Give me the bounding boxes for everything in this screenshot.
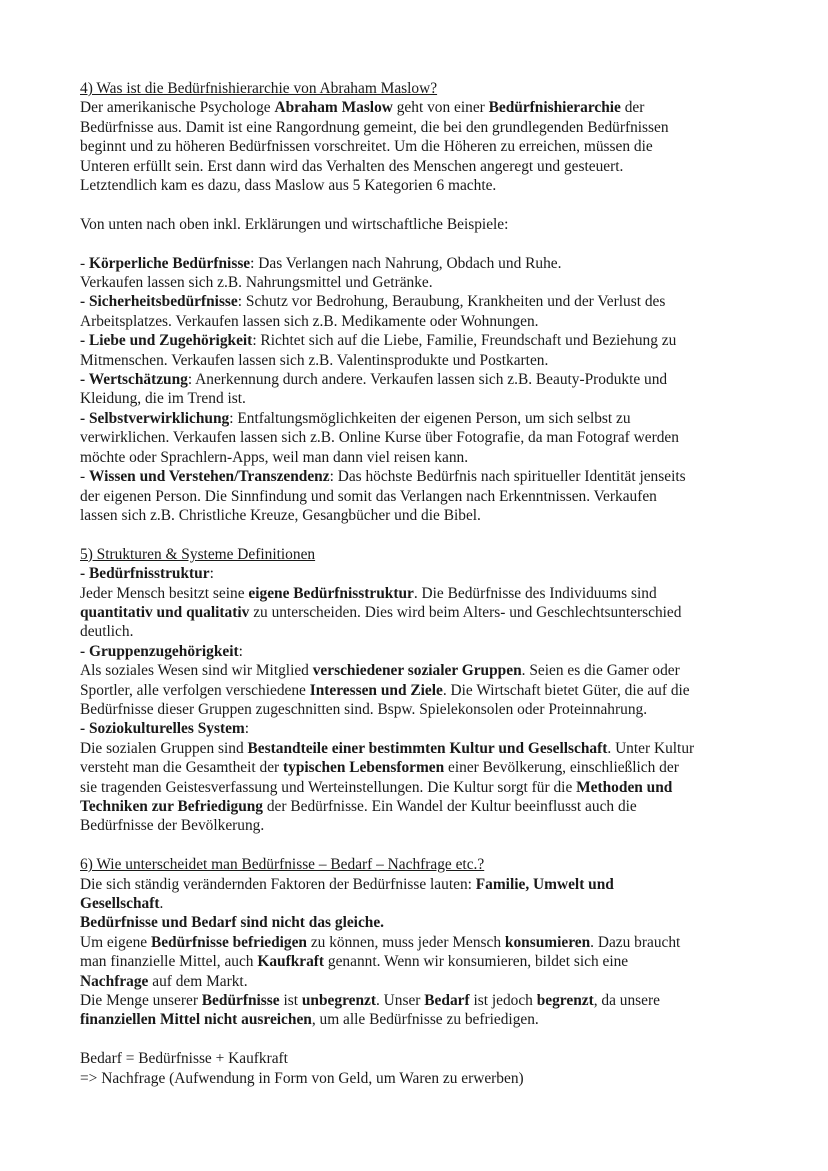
- text-run: Verkaufen lassen sich z.B. Nahrungsmittel und Getränke.: [80, 274, 433, 292]
- text-run: . Dazu braucht: [590, 933, 681, 951]
- text-run: :: [209, 565, 214, 583]
- text-line: [80, 1049, 768, 1068]
- text-run: . Die Wirtschaft bietet Güter, die auf die: [442, 681, 690, 699]
- section-heading: 4) Was ist die Bedürfnishierarchie von Abraham Maslow?: [80, 80, 438, 97]
- text-run: :: [238, 642, 243, 660]
- text-run: Jeder Mensch besitzt seine: [80, 584, 249, 602]
- text-line: [80, 913, 768, 932]
- text-run: Um eigene: [80, 933, 151, 951]
- text-run: : Anerkennung durch andere. Verkaufen lassen sich z.B. Beauty-Produkte und: [187, 371, 668, 389]
- bold-term: Abraham Maslow: [274, 99, 393, 117]
- text-line: [80, 448, 768, 467]
- bold-term: quantitativ und qualitativ: [80, 603, 250, 621]
- text-line: [80, 622, 768, 641]
- text-run: : Entfaltungsmöglichkeiten der eigenen Person, um sich selbst zu: [229, 409, 631, 427]
- text-run: :: [244, 720, 250, 738]
- text-run: zu unterscheiden. Dies wird beim Alters- und Geschlechtsunterschied: [249, 603, 682, 621]
- text-line: [80, 254, 768, 273]
- text-line: [80, 991, 768, 1010]
- text-line: [80, 972, 768, 991]
- bold-term: verschiedener sozialer Gruppen: [312, 662, 522, 680]
- text-run: ist jedoch: [469, 992, 537, 1010]
- text-run: .: [159, 895, 164, 912]
- text-line: [80, 273, 768, 292]
- text-run: auf dem Markt.: [148, 972, 248, 990]
- bold-term: konsumieren: [504, 933, 591, 951]
- text-line: [80, 487, 768, 506]
- text-run: Unteren erfüllt sein. Erst dann wird das Verhalten des Menschen angeregt und gesteuert.: [80, 157, 624, 175]
- bold-term: Bestandteile einer bestimmten Kultur und Gesellschaft: [247, 739, 608, 757]
- text-line: [80, 758, 768, 777]
- text-run: der: [620, 99, 645, 117]
- text-run: deutlich.: [80, 623, 134, 641]
- text-run: der Bedürfnisse. Ein Wandel der Kultur beeinflusst auch die: [263, 797, 637, 815]
- bold-term: Kaufkraft: [257, 953, 325, 971]
- text-line: [80, 409, 768, 428]
- blank-line: [80, 234, 768, 253]
- bold-term: finanziellen Mittel nicht ausreichen: [80, 1011, 312, 1029]
- bold-term: Gesellschaft: [80, 895, 160, 912]
- text-run: : Das höchste Bedürfnis nach spiritueller Identität jenseits: [329, 468, 686, 486]
- blank-line: [80, 1030, 768, 1049]
- text-run: Die Menge unserer: [80, 992, 202, 1010]
- bold-term: Bedarf: [424, 992, 470, 1010]
- text-line: [80, 331, 768, 350]
- text-line: [80, 506, 768, 525]
- text-run: . Unter Kultur: [607, 739, 695, 757]
- text-line: [80, 700, 768, 719]
- text-line: [80, 1069, 768, 1088]
- text-run: Bedürfnisse dieser Gruppen zugeschnitten sind. Bspw. Spielekonsolen oder Proteinnahrung.: [80, 700, 648, 718]
- text-run: Mitmenschen. Verkaufen lassen sich z.B. Valentinsprodukte und Postkarten.: [80, 351, 549, 369]
- text-run: Arbeitsplatzes. Verkaufen lassen sich z.B. Medikamente oder Wohnungen.: [80, 312, 539, 330]
- text-run: Der amerikanische Psychologe: [80, 99, 275, 117]
- text-run: verwirklichen. Verkaufen lassen sich z.B. Online Kurse über Fotografie, da man Fotograf werden: [80, 429, 679, 447]
- text-line: [80, 292, 768, 311]
- text-run: : Schutz vor Bedrohung, Beraubung, Krankheiten und der Verlust des: [237, 293, 666, 311]
- text-line: [80, 98, 768, 117]
- text-run: . Die Bedürfnisse des Individuums sind: [413, 584, 657, 602]
- text-run: : Das Verlangen nach Nahrung, Obdach und Ruhe.: [250, 254, 562, 272]
- text-run: zu können, muss jeder Mensch: [307, 933, 505, 951]
- bold-term: Bedürfnisse befriedigen: [150, 933, 307, 951]
- text-run: ist: [279, 992, 302, 1010]
- text-run: . Unser: [375, 992, 425, 1010]
- text-line: [80, 157, 768, 176]
- text-line: [80, 467, 768, 486]
- text-line: [80, 661, 768, 680]
- bold-term: begrenzt: [536, 992, 594, 1010]
- text-line: [80, 312, 768, 331]
- text-run: möchte oder Sprachlern-Apps, weil man dann viel reisen kann.: [80, 448, 469, 466]
- text-run: -: [80, 254, 89, 272]
- bold-term: - Soziokulturelles System: [80, 720, 245, 738]
- bold-term: - Gruppenzugehörigkeit: [80, 642, 239, 660]
- text-line: [80, 584, 768, 603]
- text-run: Bedürfnisse der Bevölkerung.: [80, 817, 265, 835]
- text-line: [80, 603, 768, 622]
- text-line: [80, 894, 768, 913]
- bold-term: Nachfrage: [80, 972, 149, 990]
- text-line: [80, 137, 768, 156]
- text-run: man finanzielle Mittel, auch: [80, 953, 258, 971]
- section-heading: 6) Wie unterscheidet man Bedürfnisse – Bedarf – Nachfrage etc.?: [80, 856, 485, 874]
- text-line: [80, 428, 768, 447]
- text-run: Die sozialen Gruppen sind: [80, 739, 248, 757]
- text-run: der eigenen Person. Die Sinnfindung und somit das Verlangen nach Erkenntnissen. Verkaufen: [80, 487, 657, 505]
- text-line: [80, 778, 768, 797]
- text-line: [80, 739, 768, 758]
- text-run: lassen sich z.B. Christliche Kreuze, Gesangbücher und die Bibel.: [80, 506, 481, 524]
- text-run: sie tragenden Geistesverfassung und Werteinstellungen. Die Kultur sorgt für die: [80, 778, 577, 796]
- text-line: [80, 215, 768, 234]
- text-line: [80, 719, 768, 738]
- text-run: => Nachfrage (Aufwendung in Form von Geld, um Waren zu erwerben): [80, 1069, 524, 1087]
- bold-term: - Bedürfnisstruktur: [80, 565, 210, 583]
- text-line: [80, 952, 768, 971]
- blank-line: [80, 836, 768, 855]
- bold-term: Bedürfnisse: [201, 992, 280, 1010]
- bold-term: Interessen und Ziele: [309, 681, 443, 699]
- text-run: Bedürfnisse aus. Damit ist eine Rangordnung gemeint, die bei den grundlegenden Bedürfnissen: [80, 118, 669, 136]
- text-run: einer Bevölkerung, einschließlich der: [444, 759, 679, 777]
- text-run: Die sich ständig verändernden Faktoren der Bedürfnisse lauten:: [80, 875, 476, 893]
- text-run: genannt. Wenn wir konsumieren, bildet sich eine: [324, 953, 629, 971]
- text-run: -: [80, 468, 89, 486]
- text-line: [80, 370, 768, 389]
- text-line: [80, 797, 768, 816]
- bold-term: unbegrenzt: [301, 992, 376, 1010]
- bold-term: Körperliche Bedürfnisse: [88, 254, 251, 272]
- text-line: [80, 118, 768, 137]
- text-run: beginnt und zu höheren Bedürfnissen vorschreitet. Um die Höheren zu erreichen, müssen die: [80, 138, 653, 156]
- text-run: Bedarf = Bedürfnisse + Kaufkraft: [80, 1050, 288, 1068]
- bold-term: Methoden und: [576, 778, 673, 796]
- text-line: [80, 933, 768, 952]
- bold-term: - Sicherheitsbedürfnisse: [80, 293, 238, 311]
- bold-term: Techniken zur Befriedigung: [80, 797, 264, 815]
- blank-line: [80, 195, 768, 214]
- text-line: [80, 875, 768, 894]
- bold-term: - Selbstverwirklichung: [80, 409, 230, 427]
- text-run: , da unsere: [593, 992, 660, 1010]
- text-line: [80, 681, 768, 700]
- text-line: [80, 816, 768, 835]
- bold-term: Bedürfnishierarchie: [488, 99, 621, 117]
- text-run: Letztendlich kam es dazu, dass Maslow aus 5 Kategorien 6 machte.: [80, 177, 497, 195]
- bold-term: - Wertschätzung: [80, 371, 188, 389]
- text-line: [80, 1010, 768, 1029]
- text-line: [80, 642, 768, 661]
- bold-term: Familie, Umwelt und: [475, 875, 614, 893]
- blank-line: [80, 525, 768, 544]
- text-line: [80, 389, 768, 408]
- text-run: . Seien es die Gamer oder: [521, 662, 680, 680]
- bold-term: Bedürfnisse und Bedarf sind nicht das gleiche.: [80, 914, 385, 932]
- bold-term: - Liebe und Zugehörigkeit: [80, 332, 253, 350]
- bold-term: Wissen und Verstehen/Transzendenz: [88, 468, 330, 486]
- text-line: [80, 564, 768, 583]
- section-heading: 5) Strukturen & Systeme Definitionen: [80, 545, 316, 563]
- text-run: Von unten nach oben inkl. Erklärungen und wirtschaftliche Beispiele:: [80, 215, 509, 233]
- text-run: versteht man die Gesamtheit der: [80, 759, 284, 777]
- text-run: , um alle Bedürfnisse zu befriedigen.: [311, 1011, 539, 1029]
- text-run: Kleidung, die im Trend ist.: [80, 390, 246, 408]
- text-run: : Richtet sich auf die Liebe, Familie, Freundschaft und Beziehung zu: [252, 332, 677, 350]
- text-line: [80, 351, 768, 370]
- text-line: [80, 176, 768, 195]
- text-run: Als soziales Wesen sind wir Mitglied: [80, 662, 313, 680]
- text-run: Sportler, alle verfolgen verschiedene: [80, 681, 310, 699]
- bold-term: eigene Bedürfnisstruktur: [248, 584, 414, 602]
- text-run: geht von einer: [392, 99, 489, 117]
- bold-term: typischen Lebensformen: [283, 759, 445, 777]
